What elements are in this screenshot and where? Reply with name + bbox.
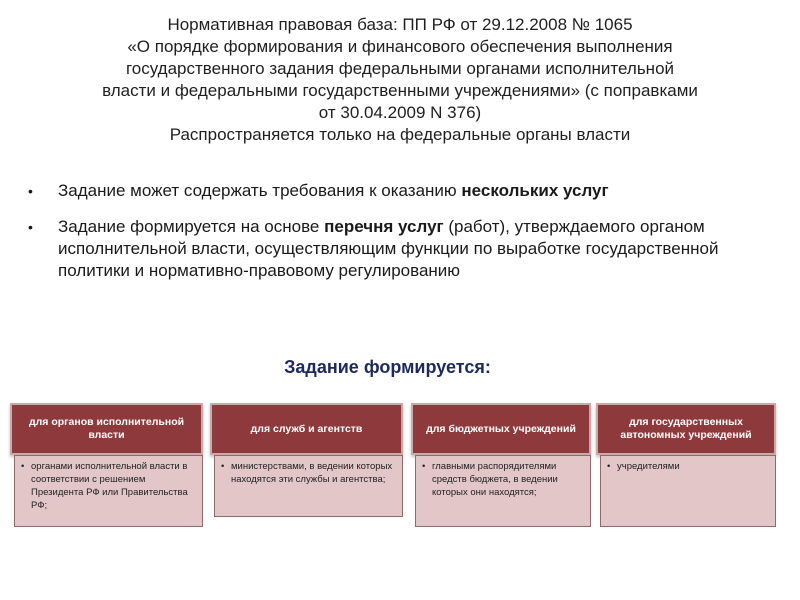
bullet-marker: • [607, 461, 611, 472]
bullet-text-plain: (работ), утверждаемого органом исполнительной власти, осуществляющим функции по выработке государственной политики и нормативно-правовому регулированию [58, 217, 719, 280]
title-line: государственного задания федеральными органами исполнительной [125, 59, 675, 78]
column-header: для государственных автономных учреждений [596, 403, 776, 455]
column-body [600, 455, 776, 527]
column-header: для служб и агентств [210, 403, 403, 455]
title-line: власти и федеральными государственными учреждениями» (с поправками [102, 81, 698, 100]
bullet-item [28, 216, 778, 282]
column-body [415, 455, 591, 527]
column-body-text: главными распорядителями средств бюджета, в ведении которых они находятся; [432, 461, 558, 498]
bullet-marker: • [422, 461, 426, 472]
bullet-text-plain: Задание формируется на основе [58, 217, 325, 236]
bullet-item [28, 180, 778, 202]
bullet-text-bold: перечня услуг [324, 217, 444, 236]
bullet-marker: • [21, 461, 25, 472]
column-body-text: министерствами, в ведении которых находятся эти службы и агентства; [231, 461, 393, 485]
slide-title [20, 14, 780, 146]
column-budget-institutions [411, 403, 591, 527]
bullet-marker: • [28, 183, 33, 199]
column-services-agencies [210, 403, 403, 517]
bullet-text [58, 180, 609, 202]
section-subheading: Задание формируется: [284, 357, 491, 377]
title-line: Распространяется только на федеральные органы власти [169, 125, 631, 144]
bullet-text-plain: Задание может содержать требования к оказанию [58, 181, 462, 200]
bullet-list [28, 180, 778, 296]
column-body-text: учредителями [617, 461, 680, 472]
title-line: «О порядке формирования и финансового обеспечения выполнения [127, 37, 673, 56]
column-body [14, 455, 203, 527]
column-body-text: органами исполнительной власти в соответствии с решением Президента РФ или Правительства РФ; [31, 461, 188, 511]
column-autonomous-institutions [596, 403, 776, 527]
column-body [214, 455, 403, 517]
column-executive-bodies [10, 403, 203, 527]
bullet-text-bold: нескольких услуг [461, 181, 609, 200]
column-header: для бюджетных учреждений [411, 403, 591, 455]
title-line: от 30.04.2009 N 376) [318, 103, 482, 122]
bullet-marker: • [28, 219, 33, 235]
column-header: для органов исполнительной власти [10, 403, 203, 455]
bullet-marker: • [221, 461, 225, 472]
title-line: Нормативная правовая база: ПП РФ от 29.12.2008 № 1065 [167, 15, 633, 34]
bullet-text [58, 216, 778, 282]
